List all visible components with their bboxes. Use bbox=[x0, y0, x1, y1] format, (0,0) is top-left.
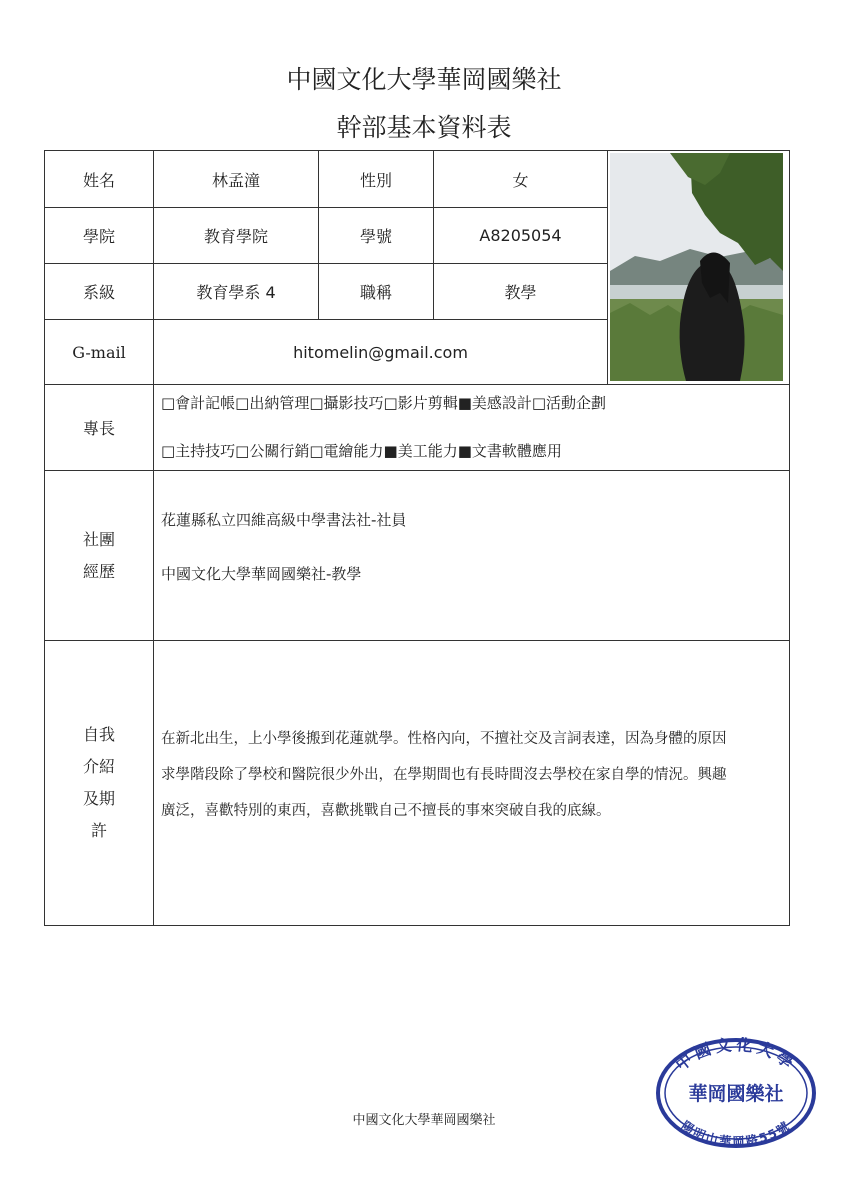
org-title: 中國文化大學華岡國樂社 bbox=[286, 65, 562, 94]
intro-line-1: 在新北出生，上小學後搬到花蓮就學。性格內向，不擅社交及言詞表達，因為身體的原因 bbox=[161, 731, 727, 747]
form-title: 幹部基本資料表 bbox=[336, 113, 512, 142]
college-label: 學院 bbox=[45, 208, 154, 264]
profile-photo bbox=[610, 153, 783, 381]
club-seal-stamp bbox=[655, 1037, 817, 1149]
dept-label: 系級 bbox=[45, 264, 154, 320]
intro-line-3: 廣泛，喜歡特別的東西，喜歡挑戰自己不擅長的事來突破自我的底線。 bbox=[161, 803, 611, 819]
intro-label-line-3: 及期 bbox=[82, 789, 115, 808]
experience-label-line-2: 經歷 bbox=[82, 561, 115, 581]
skills-line-1: □會計記帳□出納管理□攝影技巧□影片剪輯■美感設計□活動企劃 bbox=[161, 394, 607, 412]
intro-line-2: 求學階段除了學校和醫院很少外出，在學期間也有長時間沒去學校在家自學的情況。興趣 bbox=[161, 767, 727, 783]
experience-label-line-1: 社團 bbox=[82, 529, 115, 549]
intro-label-line-1: 自我 bbox=[82, 725, 115, 744]
skills-label: 專長 bbox=[45, 385, 154, 471]
seal-center-text: 華岡國樂社 bbox=[688, 1083, 784, 1105]
intro-label-line-2: 介紹 bbox=[82, 757, 115, 776]
gmail-value: hitomelin@gmail.com bbox=[154, 320, 608, 385]
gmail-label: G-mail bbox=[45, 320, 154, 385]
skills-line-2: □主持技巧□公關行銷□電繪能力■美工能力■文書軟體應用 bbox=[161, 442, 562, 460]
gender-label: 性別 bbox=[319, 151, 434, 208]
name-value: 林孟潼 bbox=[154, 151, 319, 208]
dept-value: 教育學系 4 bbox=[154, 264, 319, 320]
position-value: 教學 bbox=[434, 264, 608, 320]
footer-org-name: 中國文化大學華岡國樂社 bbox=[352, 1113, 496, 1128]
seal-bottom-text: 陽明山華岡路55號 bbox=[678, 1118, 794, 1149]
intro-label-line-4: 許 bbox=[90, 821, 107, 840]
member-info-form bbox=[44, 150, 790, 926]
gender-value: 女 bbox=[434, 151, 608, 208]
photo-cell bbox=[608, 151, 789, 385]
experience-item-1: 花蓮縣私立四維高級中學書法社-社員 bbox=[161, 511, 407, 529]
student-id-label: 學號 bbox=[319, 208, 434, 264]
student-id-value: A8205054 bbox=[434, 208, 608, 264]
name-label: 姓名 bbox=[45, 151, 154, 208]
college-value: 教育學院 bbox=[154, 208, 319, 264]
experience-value-cell bbox=[154, 471, 789, 641]
position-label: 職稱 bbox=[319, 264, 434, 320]
seal-top-text: 中國文化大學 bbox=[671, 1037, 801, 1075]
intro-label bbox=[45, 641, 154, 925]
experience-item-2: 中國文化大學華岡國樂社-教學 bbox=[161, 565, 362, 583]
experience-label bbox=[45, 471, 154, 641]
svg-text:陽明山華岡路55號 bbox=[679, 1118, 793, 1149]
svg-text:中國文化大學 bbox=[672, 1037, 800, 1075]
